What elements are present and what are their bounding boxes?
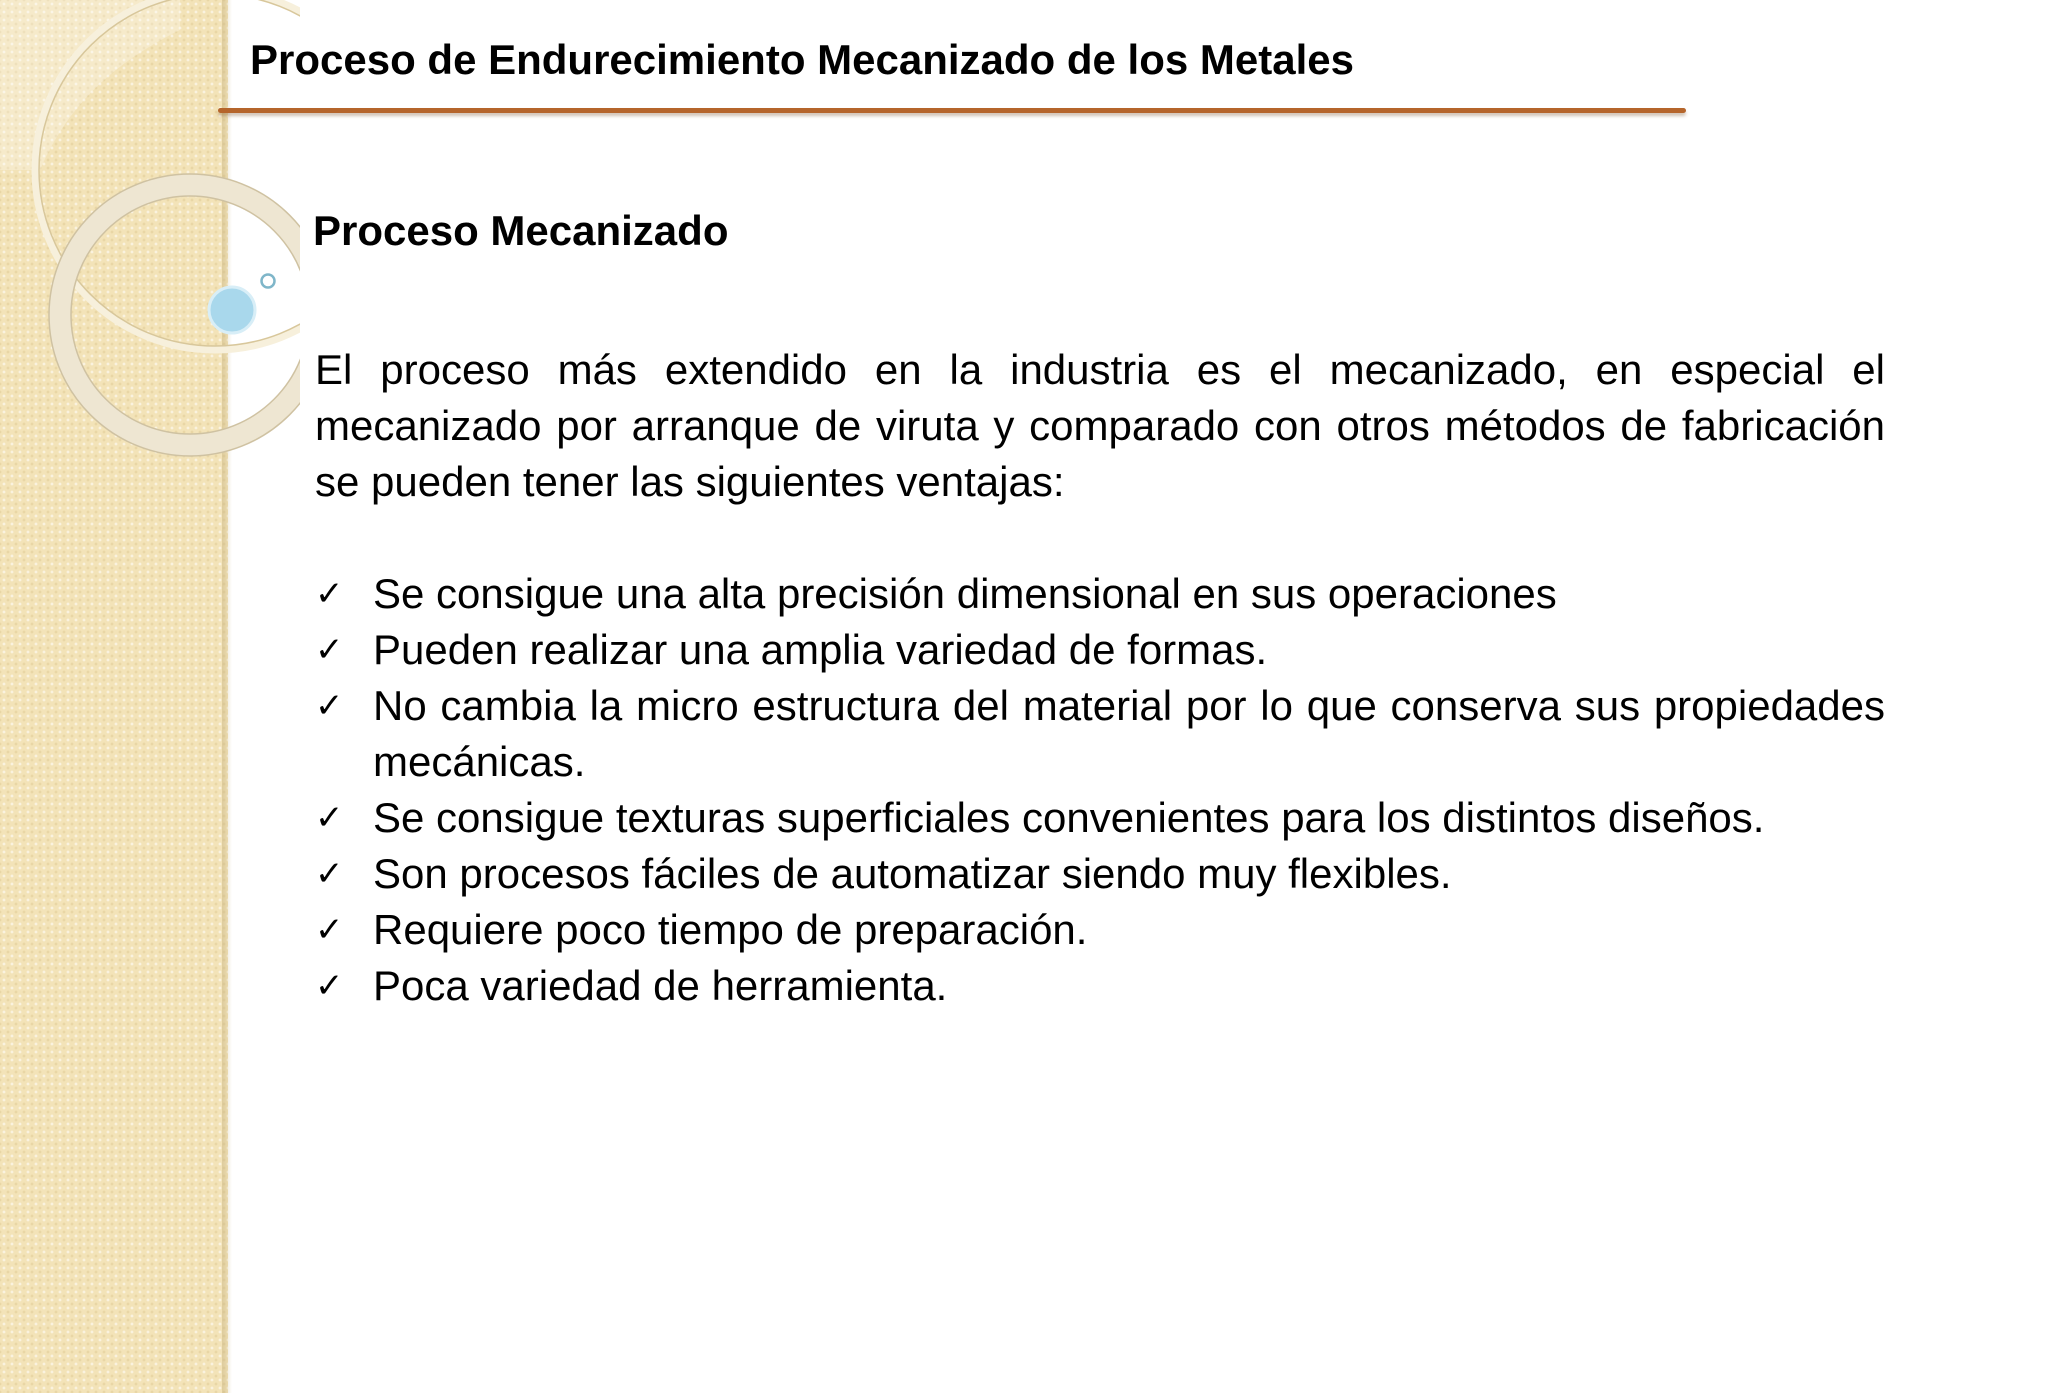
advantage-text: Se consigue texturas superficiales convenientes para los distintos diseños. — [373, 794, 1765, 841]
light-corner-shape — [0, 0, 180, 170]
list-item — [315, 902, 1885, 958]
blue-bubble-small — [262, 275, 275, 288]
advantage-text: No cambia la micro estructura del material por lo que conserva sus propiedades mecánicas. — [373, 682, 1885, 785]
check-icon: ✓ — [315, 574, 344, 614]
advantage-text: Poca variedad de herramienta. — [373, 962, 948, 1009]
check-icon: ✓ — [315, 966, 344, 1006]
advantage-text: Se consigue una alta precisión dimensional en sus operaciones — [373, 570, 1557, 617]
list-item — [315, 846, 1885, 902]
list-item — [315, 622, 1885, 678]
list-item — [315, 790, 1885, 846]
advantage-text: Requiere poco tiempo de preparación. — [373, 906, 1088, 953]
blue-bubble-large — [209, 287, 255, 333]
advantages-list — [315, 566, 1885, 1014]
check-icon: ✓ — [315, 630, 344, 670]
check-icon: ✓ — [315, 686, 344, 726]
check-icon: ✓ — [315, 798, 344, 838]
check-icon: ✓ — [315, 910, 344, 950]
advantage-text: Son procesos fáciles de automatizar siendo muy flexibles. — [373, 850, 1452, 897]
list-item — [315, 678, 1885, 790]
check-icon: ✓ — [315, 854, 344, 894]
middle-ring — [60, 185, 300, 445]
slide-content — [315, 342, 1885, 1014]
title-underline — [218, 108, 1686, 113]
list-item — [315, 958, 1885, 1014]
intro-paragraph: El proceso más extendido en la industria es el mecanizado, en especial el mecanizado por arranque de viruta y comparado con otros métodos de fabricación se pueden tener las siguientes ventajas: — [315, 346, 1885, 505]
list-item — [315, 566, 1885, 622]
advantage-text: Pueden realizar una amplia variedad de formas. — [373, 626, 1268, 673]
section-heading: Proceso Mecanizado — [313, 207, 729, 254]
slide-title: Proceso de Endurecimiento Mecanizado de los Metales — [250, 36, 1354, 83]
